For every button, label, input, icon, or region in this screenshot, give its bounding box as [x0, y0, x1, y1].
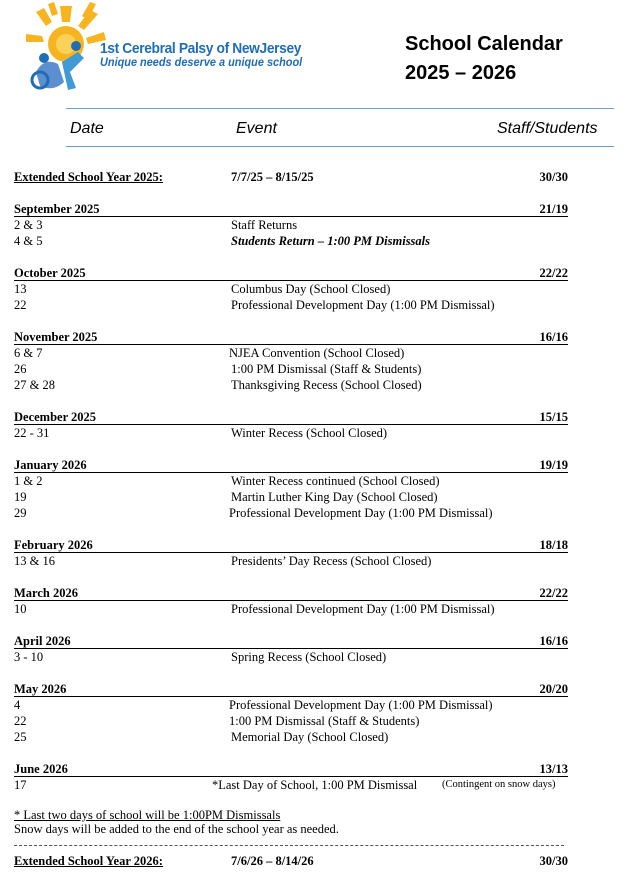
month-name: February 2026: [14, 538, 93, 552]
month-count: 22/22: [539, 586, 568, 600]
month-count: 20/20: [539, 682, 568, 696]
column-header-count: Staff/Students: [497, 120, 598, 137]
extended-2025-dates: 7/7/25 – 8/15/25: [231, 170, 314, 184]
page-title: [405, 30, 563, 88]
month-name: April 2026: [14, 634, 71, 648]
event-row: [14, 489, 568, 505]
footnote-dismissals: * Last two days of school will be 1:00PM Dismissals: [14, 808, 281, 822]
event-description: *Last Day of School, 1:00 PM Dismissal: [212, 778, 418, 792]
month-header: [14, 681, 568, 697]
event-date: 4 & 5: [14, 234, 43, 248]
event-description: Professional Development Day (1:00 PM Dismissal): [229, 698, 493, 712]
title-line-1: School Calendar: [405, 33, 563, 55]
month-header: [14, 329, 568, 345]
event-date: 1 & 2: [14, 474, 43, 488]
event-date: 25: [14, 730, 27, 744]
event-date: 26: [14, 362, 27, 376]
header-rule-top: [66, 108, 614, 109]
month-name: March 2026: [14, 586, 78, 600]
event-row: [14, 425, 568, 441]
month-count: 19/19: [539, 458, 568, 472]
extended-school-year-2025: [14, 169, 568, 185]
month-header: [14, 265, 568, 281]
event-description: NJEA Convention (School Closed): [229, 346, 405, 360]
month-header: [14, 633, 568, 649]
event-date: 29: [14, 506, 27, 520]
event-description: Columbus Day (School Closed): [231, 282, 391, 296]
month-name: October 2025: [14, 266, 86, 280]
event-date: 6 & 7: [14, 346, 43, 360]
event-date: 22 - 31: [14, 426, 50, 440]
event-description: Winter Recess (School Closed): [231, 426, 388, 440]
event-description: Staff Returns: [231, 218, 298, 232]
event-row: [14, 297, 568, 313]
header-rule-bottom: [66, 146, 614, 147]
event-description: Thanksgiving Recess (School Closed): [231, 378, 422, 392]
extended-2025-count: 30/30: [539, 170, 568, 184]
logo-name: 1st Cerebral Palsy of NewJersey: [100, 40, 302, 57]
event-description: Martin Luther King Day (School Closed): [231, 490, 438, 504]
event-note: (Contingent on snow days): [442, 779, 556, 790]
extended-2025-label: Extended School Year 2025:: [14, 170, 163, 184]
event-row: [14, 345, 568, 361]
event-row: [14, 777, 568, 793]
event-description: Presidents’ Day Recess (School Closed): [231, 554, 432, 568]
event-description: 1:00 PM Dismissal (Staff & Students): [231, 362, 422, 376]
month-header: [14, 201, 568, 217]
month-name: June 2026: [14, 762, 68, 776]
divider: [14, 845, 564, 846]
logo-tagline: Unique needs deserve a unique school: [100, 57, 303, 69]
event-description: Spring Recess (School Closed): [231, 650, 387, 664]
event-description: Professional Development Day (1:00 PM Dismissal): [229, 506, 493, 520]
event-date: 22: [14, 298, 27, 312]
month-name: November 2025: [14, 330, 98, 344]
footnote-snow-days: Snow days will be added to the end of the school year as needed.: [14, 822, 339, 836]
event-row: [14, 713, 568, 729]
month-count: 15/15: [539, 410, 568, 424]
extended-2026-label: Extended School Year 2026:: [14, 854, 163, 868]
event-row: [14, 361, 568, 377]
event-row: [14, 729, 568, 745]
event-row: [14, 281, 568, 297]
event-description: Professional Development Day (1:00 PM Dismissal): [231, 298, 495, 312]
event-row: [14, 553, 568, 569]
column-header-date: Date: [70, 120, 104, 137]
title-line-2: 2025 – 2026: [405, 62, 517, 84]
month-name: May 2026: [14, 682, 67, 696]
event-date: 4: [14, 698, 21, 712]
month-name: September 2025: [14, 202, 100, 216]
month-count: 22/22: [539, 266, 568, 280]
event-date: 2 & 3: [14, 218, 43, 232]
extended-2026-dates: 7/6/26 – 8/14/26: [231, 854, 314, 868]
event-row: [14, 601, 568, 617]
extended-2026-count: 30/30: [539, 854, 568, 868]
event-description: Students Return – 1:00 PM Dismissals: [231, 234, 431, 248]
event-description: Professional Development Day (1:00 PM Dismissal): [231, 602, 495, 616]
event-row: [14, 233, 568, 249]
event-date: 10: [14, 602, 27, 616]
month-count: 13/13: [539, 762, 568, 776]
event-row: [14, 377, 568, 393]
event-description: 1:00 PM Dismissal (Staff & Students): [229, 714, 420, 728]
month-header: [14, 585, 568, 601]
month-name: January 2026: [14, 458, 87, 472]
month-count: 21/19: [539, 202, 568, 216]
event-row: [14, 473, 568, 489]
month-header: [14, 537, 568, 553]
sun-icon: [26, 2, 106, 62]
event-date: 13 & 16: [14, 554, 55, 568]
event-date: 22: [14, 714, 27, 728]
month-header: [14, 409, 568, 425]
event-row: [14, 697, 568, 713]
month-count: 16/16: [539, 634, 568, 648]
month-count: 18/18: [539, 538, 568, 552]
event-date: 17: [14, 778, 27, 792]
event-date: 13: [14, 282, 27, 296]
month-count: 16/16: [539, 330, 568, 344]
event-date: 27 & 28: [14, 378, 55, 392]
extended-school-year-2026: [14, 853, 568, 869]
event-description: Winter Recess continued (School Closed): [231, 474, 440, 488]
event-row: [14, 649, 568, 665]
event-description: Memorial Day (School Closed): [231, 730, 389, 744]
event-date: 3 - 10: [14, 650, 44, 664]
column-header-event: Event: [236, 120, 277, 137]
event-row: [14, 217, 568, 233]
month-header: [14, 457, 568, 473]
event-date: 19: [14, 490, 27, 504]
month-header: [14, 761, 568, 777]
month-name: December 2025: [14, 410, 97, 424]
event-row: [14, 505, 568, 521]
